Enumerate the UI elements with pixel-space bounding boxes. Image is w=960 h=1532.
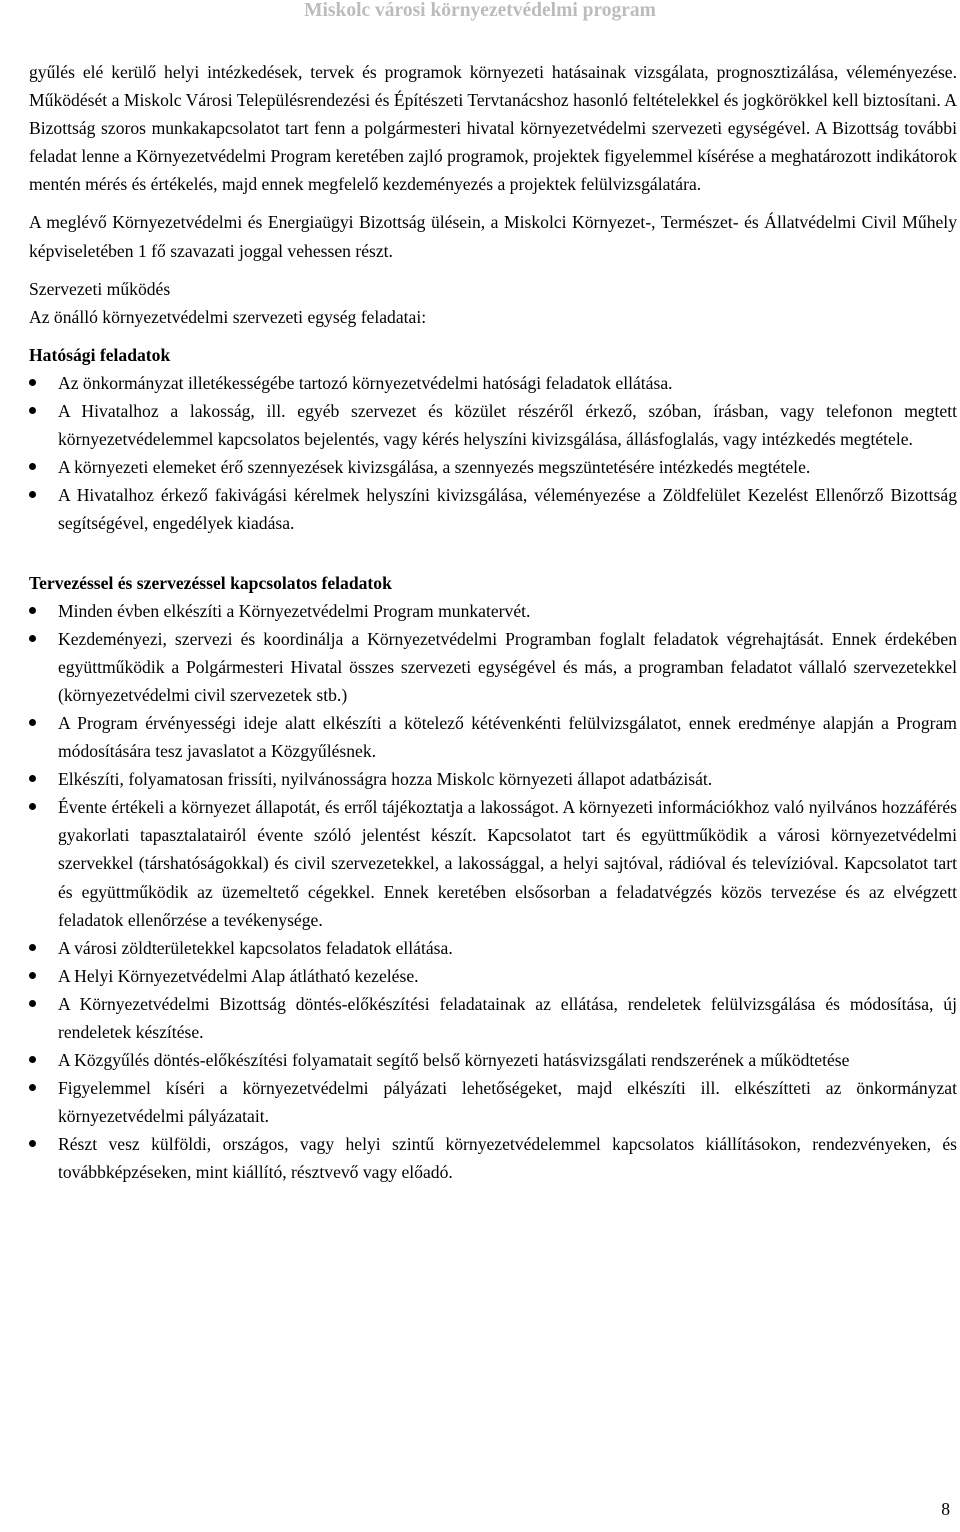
bullet-icon xyxy=(29,379,36,386)
list-item-text: Elkészíti, folyamatosan frissíti, nyilvánosságra hozza Miskolc környezeti állapot adatbázisát. xyxy=(58,769,713,790)
list-item-text: A Hivatalhoz érkező fakivágási kérelmek helyszíni kivizsgálása, véleményezése a Zöldfelület Kezelést Ellenőrző Bizottság segítségével, engedélyek kiadása. xyxy=(58,485,957,534)
page-header: Miskolc városi környezetvédelmi program xyxy=(304,0,656,21)
list-item xyxy=(29,1130,957,1186)
list-item-text: A városi zöldterületekkel kapcsolatos feladatok ellátása. xyxy=(58,937,453,958)
bullet-icon xyxy=(29,972,36,979)
list-item xyxy=(29,990,957,1046)
list-item xyxy=(29,934,957,962)
list-item-text: Az önkormányzat illetékességébe tartozó környezetvédelmi hatósági feladatok ellátása. xyxy=(58,372,673,393)
bullet-icon xyxy=(29,407,36,414)
list-item xyxy=(29,1074,957,1130)
bullet-icon xyxy=(29,1056,36,1063)
intro-paragraph-1: gyűlés elé kerülő helyi intézkedések, tervek és programok környezeti hatásainak vizsgálata, prognosztizálása, véleményezése. Működését a Miskolc Városi Településrendezési és Építészeti Tervtanácshoz hasonló feltételekkel és jogkörökkel kell biztosítani. A Bizottság szoros munkakapcsolatot tart fenn a polgármesteri hivatal környezetvédelmi szervezeti egységével. A Bizottság további feladat lenne a Környezetvédelmi Program keretében zajló programok, projektek figyelemmel kísérése a meghatározott indikátorok mentén mérés és értékelés, majd ennek megfelelő kezdeményezés a projektek felülvizsgálatára. xyxy=(29,62,957,195)
list-item xyxy=(29,369,957,397)
section-organisation-subtitle: Az önálló környezetvédelmi szervezeti egység feladatai: xyxy=(29,306,427,327)
document-body xyxy=(29,58,957,1187)
list-item-text: Részt vesz külföldi, országos, vagy helyi szintű környezetvédelemmel kapcsolatos kiállításokon, rendezvényeken, és továbbképzéseken, mint kiállító, résztvevő vagy előadó. xyxy=(58,1134,957,1183)
section-authority-title: Hatósági feladatok xyxy=(29,344,171,365)
list-item xyxy=(29,625,957,709)
list-item-text: A Közgyűlés döntés-előkészítési folyamatait segítő belső környezeti hatásvizsgálati rendszerének a működtetése xyxy=(58,1050,850,1071)
authority-task-list xyxy=(29,369,957,538)
bullet-icon xyxy=(29,1084,36,1091)
bullet-icon xyxy=(29,1140,36,1147)
bullet-icon xyxy=(29,463,36,470)
list-item xyxy=(29,597,957,625)
section-planning-title: Tervezéssel és szervezéssel kapcsolatos feladatok xyxy=(29,572,392,593)
list-item xyxy=(29,481,957,537)
bullet-icon xyxy=(29,944,36,951)
bullet-icon xyxy=(29,491,36,498)
list-item xyxy=(29,397,957,453)
list-item-text: A Program érvényességi ideje alatt elkészíti a kötelező kétévenkénti felülvizsgálatot, ennek eredménye alapján a Program módosítására tesz javaslatot a Közgyűlésnek. xyxy=(58,712,957,762)
bullet-icon xyxy=(29,719,36,726)
list-item-text: Évente értékeli a környezet állapotát, és erről tájékoztatja a lakosságot. A környezeti információkhoz való nyilvános hozzáférés gyakorlati tapasztalatairól évente szóló jelentést készít. Kapcsolatot tart és együttműködik a városi környezetvédelmi szervekkel (társhatóságokkal) és civil szervezetekkel, a lakossággal, a helyi sajtóval, rádióval és televízióval. Kapcsolatot tart és együttműködik az üzemeltető cégekkel. Ennek keretében elsősorban a feladatvégzés közös tervezése és az elvégzett feladatok ellenőrzése a tevékenysége. xyxy=(58,797,957,930)
list-item xyxy=(29,962,957,990)
list-item xyxy=(29,453,957,481)
list-item-text: A Helyi Környezetvédelmi Alap átlátható kezelése. xyxy=(58,965,419,986)
list-item-text: Figyelemmel kíséri a környezetvédelmi pályázati lehetőségeket, majd elkészíti ill. elkészítteti az önkormányzat környezetvédelmi pályázatait. xyxy=(58,1078,957,1127)
list-item xyxy=(29,1046,957,1074)
section-organisation-title: Szervezeti működés xyxy=(29,278,171,299)
bullet-icon xyxy=(29,1000,36,1007)
intro-paragraph-2: A meglévő Környezetvédelmi és Energiaügyi Bizottság ülésein, a Miskolci Környezet-, Természet- és Állatvédelmi Civil Műhely képviseletében 1 fő szavazati joggal vehessen részt. xyxy=(29,212,957,261)
bullet-icon xyxy=(29,775,36,782)
list-item xyxy=(29,765,957,793)
list-item-text: Kezdeményezi, szervezi és koordinálja a Környezetvédelmi Programban foglalt feladatok végrehajtását. Ennek érdekében együttműködik a Polgármesteri Hivatal összes szervezeti egységével és más, a programban feladatot vállaló szervezetekkel (környezetvédelmi civil szervezetek stb.) xyxy=(58,628,957,705)
list-item xyxy=(29,709,957,765)
bullet-icon xyxy=(29,803,36,810)
list-item-text: A Környezetvédelmi Bizottság döntés-előkészítési feladatainak az ellátása, rendeletek felülvizsgálása és módosítása, új rendeletek készítése. xyxy=(58,993,957,1042)
planning-task-list xyxy=(29,597,957,1187)
list-item-text: A környezeti elemeket érő szennyezések kivizsgálása, a szennyezés megszüntetésére intézkedés megtétele. xyxy=(58,457,811,478)
list-item-text: A Hivatalhoz a lakosság, ill. egyéb szervezet és közület részéről érkező, szóban, írásban, vagy telefonon megtett környezetvédelemmel kapcsolatos bejelentés, vagy kérés helyszíni kivizsgálása, állásfoglalás, vagy intézkedés megtétele. xyxy=(58,401,957,450)
list-item xyxy=(29,793,957,933)
page-number: 8 xyxy=(941,1499,950,1519)
bullet-icon xyxy=(29,635,36,642)
bullet-icon xyxy=(29,607,36,614)
list-item-text: Minden évben elkészíti a Környezetvédelmi Program munkatervét. xyxy=(58,600,531,621)
